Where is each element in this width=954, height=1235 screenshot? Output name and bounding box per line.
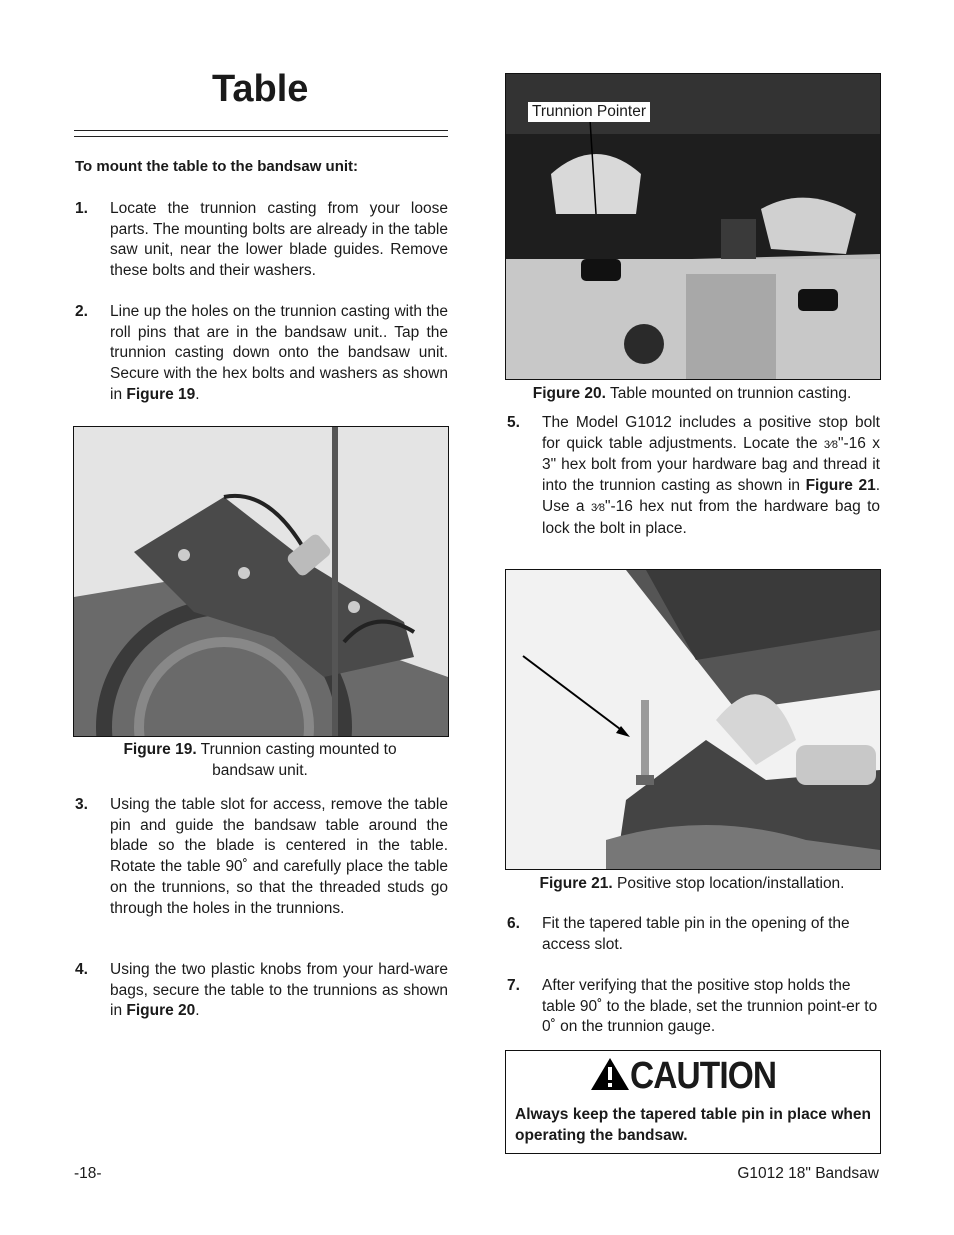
step-text: Using the table slot for access, remove the table pin and guide the bandsaw table around the blade so the blade is centered in the table. Rotate the table 90˚ and carefully place the table on the trunnions, so that the threaded studs go through the holes in the trunnions. [110,796,448,917]
step-text: The Model G1012 includes a positive stop bolt for quick table adjustments. Locate the 3⁄8"-16 x 3" hex bolt from your hardware bag and thread it into the trunnion casting as shown in Figure 21. Use a 3⁄8"-16 hex nut from the hardware bag to lock the bolt in place. [542,414,880,537]
footer-model: G1012 18" Bandsaw [737,1165,879,1182]
page-title: Table [212,68,309,110]
figure-ref: Figure 19 [126,385,196,403]
figure-19-caption: Figure 19. Trunnion casting mounted to bandsaw unit. [123,741,397,779]
fraction: 3⁄8 [823,438,838,451]
step-number: 3. [75,796,88,813]
trunnion-pointer-callout: Trunnion Pointer [528,102,650,122]
figure-21-caption: Figure 21. Positive stop location/installation. [539,875,845,892]
step-text: After verifying that the positive stop holds the table 90˚ to the blade, set the trunnion point-er to 0˚ on the trunnion gauge. [542,977,878,1036]
figure-20-photo [505,73,881,380]
page-number: -18- [74,1165,102,1182]
warning-triangle-icon [590,1057,630,1091]
step-number: 4. [75,961,88,978]
step-number: 1. [75,200,88,217]
step-number: 7. [507,977,520,994]
title-rule-top [74,130,448,131]
caution-heading: CAUTION [630,1055,777,1097]
step-text: Locate the trunnion casting from your loose parts. The mounting bolts are already in the table saw unit, near the lower blade guides. Remove these bolts and their washers. [110,200,448,280]
section-subhead: To mount the table to the bandsaw unit: [75,158,359,175]
positive-stop-illustration [506,570,880,869]
title-rule-bottom [74,136,448,137]
step-number: 2. [75,303,88,320]
step-text: Line up the holes on the trunnion casting with the roll pins that are in the bandsaw unit.. Tap the trunnion casting down onto the bandsaw unit. Secure with the hex bolts and washers as shown in Figure 19. [110,303,448,403]
figure-ref: Figure 20 [126,1002,196,1020]
figure-label: Figure 20. [532,385,606,402]
figure-19-photo [73,426,449,737]
caution-box [505,1050,881,1154]
figure-ref: Figure 21 [805,477,876,495]
figure-label: Figure 19. [123,741,197,758]
step-text: Using the two plastic knobs from your hard-ware bags, secure the table to the trunnions as shown in Figure 20. [110,961,448,1020]
caution-text: Always keep the tapered table pin in place when operating the bandsaw. [515,1106,871,1144]
figure-label: Figure 21. [539,875,613,892]
step-text: Fit the tapered table pin in the opening of the access slot. [542,915,850,953]
trunnion-casting-illustration [74,427,448,736]
fraction: 3⁄8 [590,501,606,514]
step-number: 5. [507,414,520,431]
figure-20-caption: Figure 20. Table mounted on trunnion casting. [532,385,852,402]
step-number: 6. [507,915,520,932]
figure-21-photo [505,569,881,870]
